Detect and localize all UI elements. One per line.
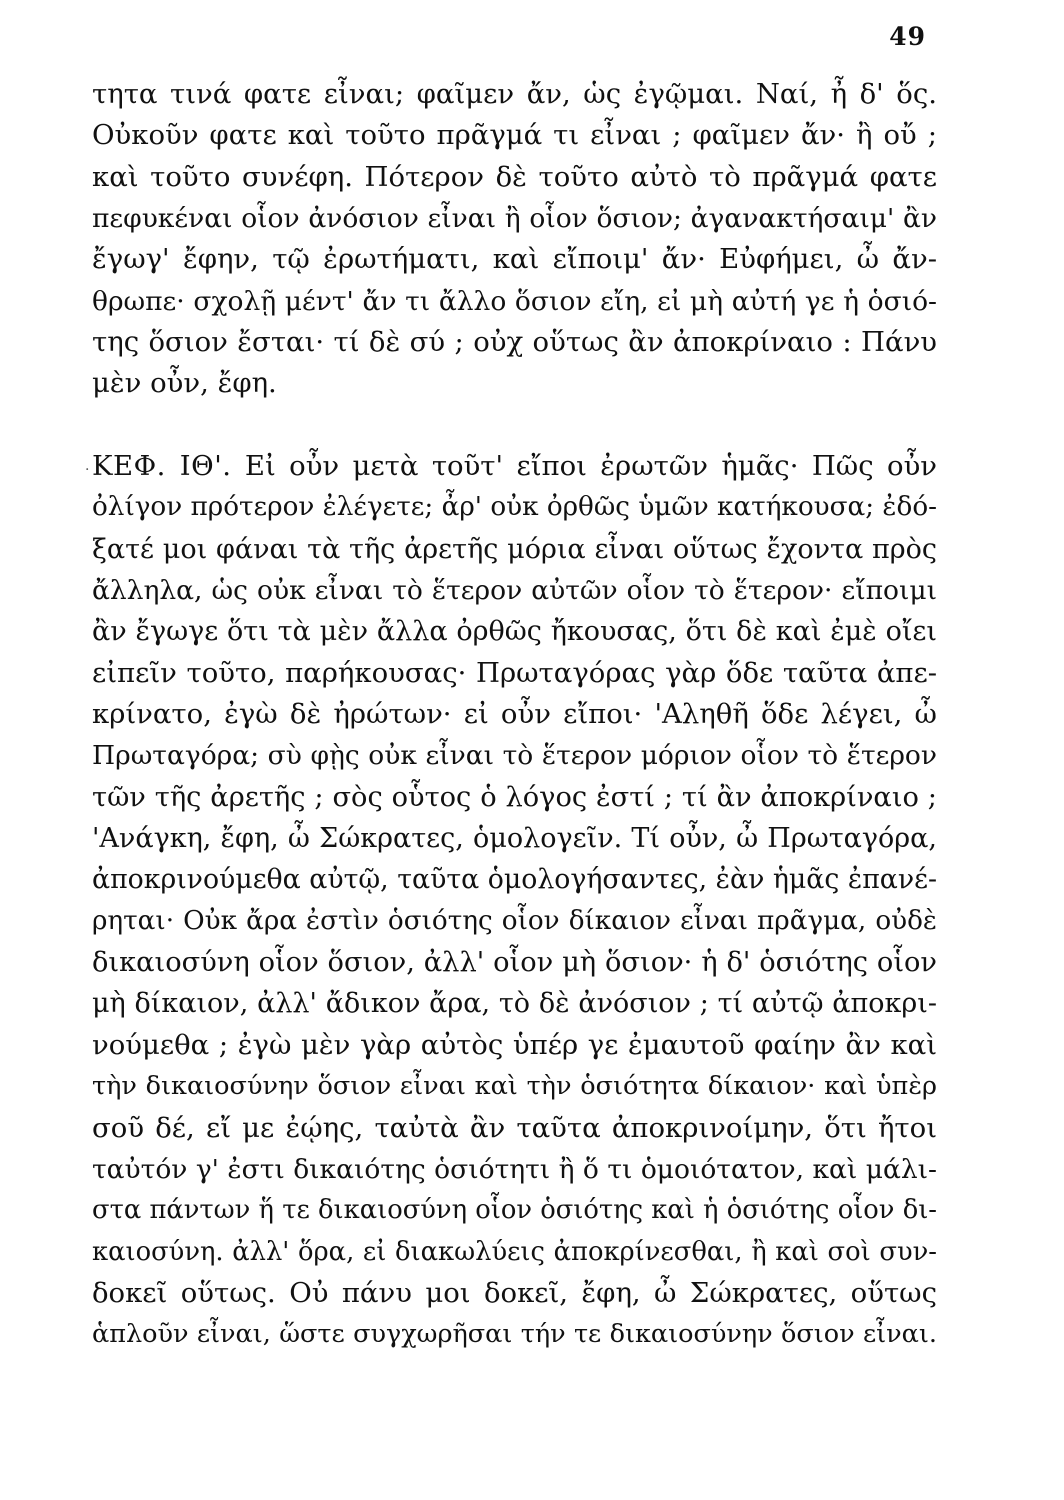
text-line: ἁπλοῦν εἶναι, ὥστε συγχωρῆσαι τήν τε δικαιοσύνην ὅσιον εἶναι. (92, 1319, 937, 1350)
text-line: της ὅσιον ἔσται· τί δὲ σύ ; οὐχ οὕτως ἂν ἀποκρίναιο : Πάνυ (92, 326, 937, 359)
text-line: νούμεθα ; ἐγὼ μὲν γὰρ αὐτὸς ὑπέρ γε ἐμαυτοῦ φαίην ἂν καὶ (92, 1028, 937, 1061)
chapter-first-line (92, 446, 937, 487)
text-line: ἄλληλα, ὡς οὐκ εἶναι τὸ ἕτερον αὐτῶν οἷον τὸ ἕτερον· εἴποιμι (92, 575, 937, 607)
text-line: τητα τινά φατε εἶναι; φαῖμεν ἄν, ὡς ἐγῷμαι. Ναί, ἦ δ' ὅς. (92, 78, 937, 110)
text-line: μὴ δίκαιον, ἀλλ' ἄδικον ἄρα, τὸ δὲ ἀνόσιον ; τί αὐτῷ ἀποκρι- (92, 988, 937, 1020)
paragraph-2 (92, 446, 937, 1356)
chapter-first-line-text: Εἰ οὖν μετὰ τοῦτ' εἴποι ἐρωτῶν ἡμᾶς· Πῶς οὖν (244, 450, 938, 482)
text-line: καιοσύνη. ἀλλ' ὅρα, εἰ διακωλύεις ἀποκρίνεσθαι, ἢ καὶ σοὶ συν- (92, 1236, 937, 1267)
text-line: μὲν οὖν, ἔφη. (92, 367, 277, 400)
text-line: κρίνατο, ἐγὼ δὲ ἠρώτων· εἰ οὖν εἴποι· 'Αληθῆ ὅδε λέγει, ὦ (92, 698, 937, 731)
text-line: ἂν ἔγωγε ὅτι τὰ μὲν ἄλλα ὀρθῶς ἤκουσας, ὅτι δὲ καὶ ἐμὲ οἴει (92, 616, 937, 648)
text-line: Πρωταγόρα; σὺ φῂς οὐκ εἶναι τὸ ἕτερον μόριον οἷον τὸ ἕτερον (92, 740, 937, 772)
text-line: ρηται· Οὐκ ἄρα ἐστὶν ὁσιότης οἷον δίκαιον εἶναι πρᾶγμα, οὐδὲ (92, 905, 937, 936)
text-line: πεφυκέναι οἷον ἀνόσιον εἶναι ἢ οἷον ὅσιον; ἀγανακτήσαιμ' ἂν (92, 203, 937, 235)
text-line: δικαιοσύνη οἷον ὅσιον, ἀλλ' οἷον μὴ ὅσιον· ἡ δ' ὁσιότης οἷον (92, 947, 937, 979)
text-line: στα πάντων ἥ τε δικαιοσύνη οἷον ὁσιότης καὶ ἡ ὁσιότης οἷον δι- (92, 1195, 937, 1226)
text-line: δοκεῖ οὕτως. Οὐ πάνυ μοι δοκεῖ, ἔφη, ὦ Σώκρατες, οὕτως (92, 1276, 937, 1309)
text-line: ξατέ μοι φάναι τὰ τῆς ἀρετῆς μόρια εἶναι οὕτως ἔχοντα πρὸς (92, 533, 937, 565)
text-line: ἀποκρινούμεθα αὐτῷ, ταῦτα ὁμολογήσαντες, ἐὰν ἡμᾶς ἐπανέ- (92, 864, 937, 896)
text-line: 'Ανάγκη, ἔφη, ὦ Σώκρατες, ὁμολογεῖν. Τί οὖν, ὦ Πρωταγόρα, (92, 823, 937, 855)
text-line: ταὐτόν γ' ἐστι δικαιότης ὁσιότητι ἢ ὅ τι ὁμοιότατον, καὶ μάλι- (92, 1153, 937, 1185)
text-line: ἔγωγ' ἔφην, τῷ ἐρωτήματι, καὶ εἴποιμ' ἄν· Εὐφήμει, ὦ ἄν- (92, 243, 937, 276)
text-line: σοῦ δέ, εἴ με ἐῴης, ταὐτὰ ἂν ταῦτα ἀποκρινοίμην, ὅτι ἤτοι (92, 1111, 937, 1144)
page-number: 49 (889, 22, 926, 51)
text-line: τῶν τῆς ἀρετῆς ; σὸς οὗτος ὁ λόγος ἐστί ; τί ἂν ἀποκρίναιο ; (92, 781, 937, 813)
text-line: καὶ τοῦτο συνέφη. Πότερον δὲ τοῦτο αὐτὸ τὸ πρᾶγμά φατε (92, 160, 937, 193)
text-line: θρωπε· σχολῇ μέντ' ἄν τι ἄλλο ὅσιον εἴη, εἰ μὴ αὐτή γε ἡ ὁσιό- (92, 285, 937, 317)
paragraph-1 (92, 74, 937, 405)
text-line: τὴν δικαιοσύνην ὅσιον εἶναι καὶ τὴν ὁσιότητα δίκαιον· καὶ ὑπὲρ (92, 1071, 937, 1102)
text-line: Οὐκοῦν φατε καὶ τοῦτο πρᾶγμά τι εἶναι ; φαῖμεν ἄν· ἢ οὔ ; (92, 119, 937, 152)
text-line: εἰπεῖν τοῦτο, παρήκουσας· Πρωταγόρας γὰρ ὅδε ταῦτα ἀπε- (92, 656, 937, 689)
chapter-heading: ΚΕΦ. ΙΘ'. (92, 450, 232, 482)
margin-dot: · (85, 462, 90, 478)
text-line: ὀλίγον πρότερον ἐλέγετε; ἆρ' οὐκ ὀρθῶς ὑμῶν κατήκουσα; ἐδό- (92, 492, 937, 523)
